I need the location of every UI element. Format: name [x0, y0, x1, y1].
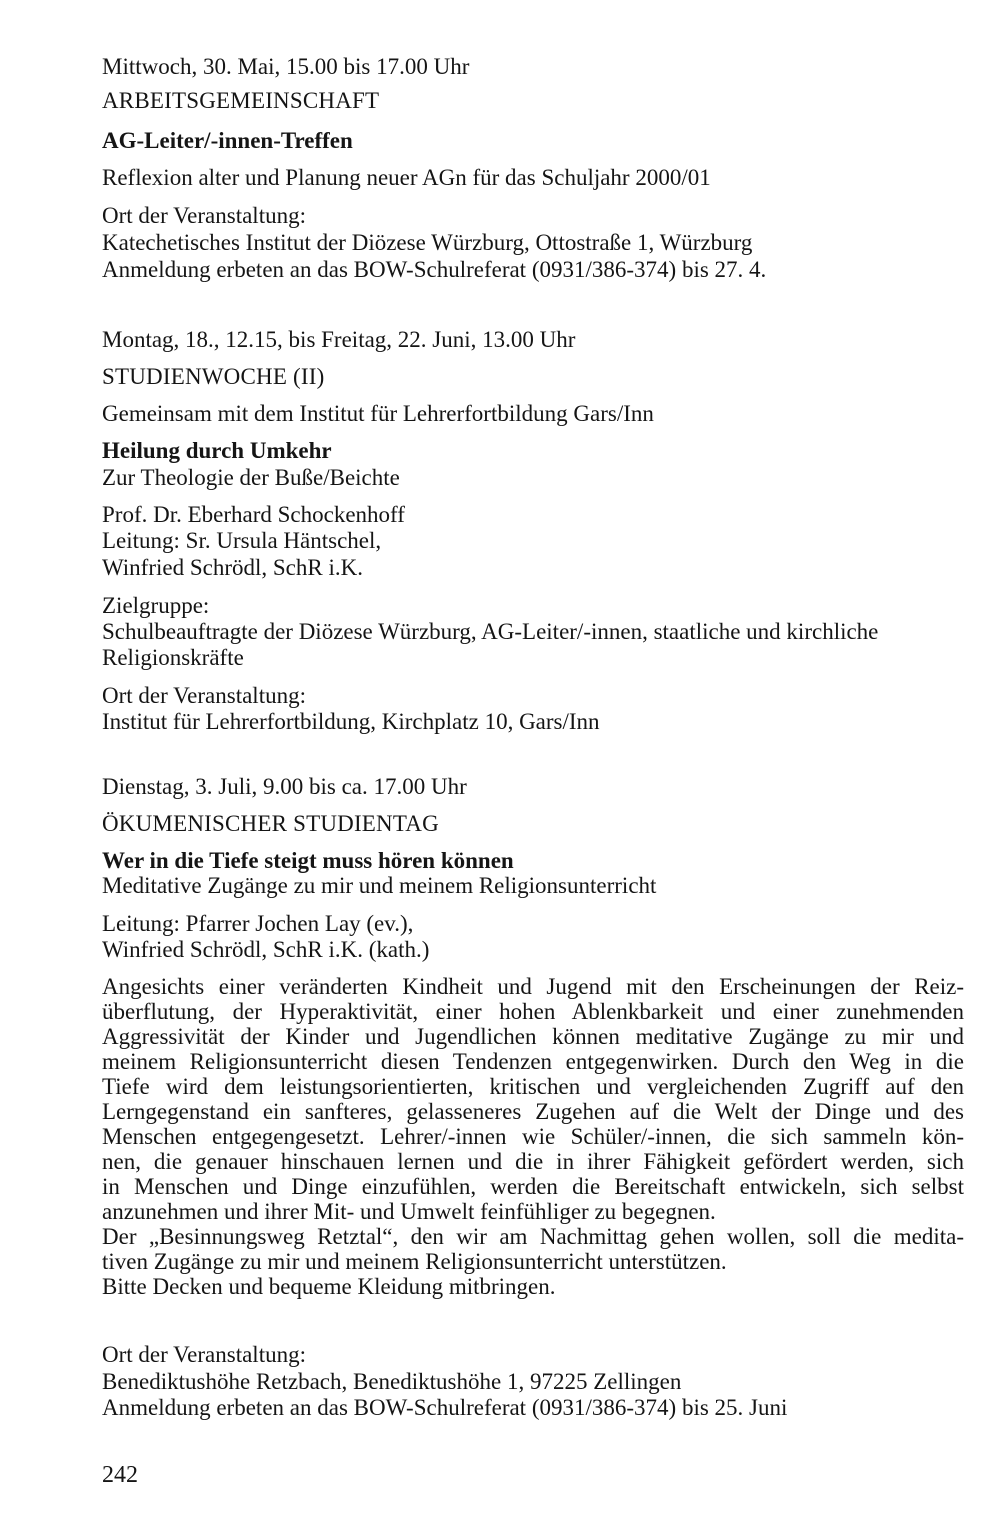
event-description: Reflexion alter und Planung neuer AGn für das Schuljahr 2000/01: [102, 165, 711, 190]
paragraph-line: Angesichts einer veränderten Kindheit und Jugend mit den Erscheinungen der Reiz-: [102, 974, 964, 999]
event-leadership: Leitung: Sr. Ursula Häntschel,: [102, 528, 382, 553]
audience-label: Zielgruppe:: [102, 593, 210, 618]
event-date: Mittwoch, 30. Mai, 15.00 bis 17.00 Uhr: [102, 54, 470, 79]
registration-note: Anmeldung erbeten an das BOW-Schulreferat (0931/386-374) bis 27. 4.: [102, 257, 767, 282]
event-body-paragraph: [102, 974, 964, 1299]
venue-label: Ort der Veranstaltung:: [102, 683, 306, 708]
audience-text-cont: Religionskräfte: [102, 645, 244, 670]
event-date: Dienstag, 3. Juli, 9.00 bis ca. 17.00 Uhr: [102, 774, 467, 799]
event-leadership-cont: Winfried Schrödl, SchR i.K. (kath.): [102, 937, 430, 962]
event-title: Wer in die Tiefe steigt muss hören können: [102, 848, 514, 873]
page-number: 242: [102, 1462, 138, 1488]
event-category: ÖKUMENISCHER STUDIENTAG: [102, 811, 439, 836]
paragraph-line: Aggressivität der Kinder und Jugendlichen können meditative Zugänge zu mir und: [102, 1024, 964, 1049]
event-category: STUDIENWOCHE (II): [102, 364, 325, 389]
event-subtitle: Meditative Zugänge zu mir und meinem Religionsunterricht: [102, 873, 657, 898]
paragraph-line: Menschen entgegengesetzt. Lehrer/-innen wie Schüler/-innen, die sich sammeln kön-: [102, 1124, 964, 1149]
paragraph-line: Tiefe wird dem leistungsorientierten, kritischen und vergleichenden Zugriff auf den: [102, 1074, 964, 1099]
paragraph-line: meinem Religionsunterricht diesen Tendenzen entgegenwirken. Durch den Weg in die: [102, 1049, 964, 1074]
event-cooperation: Gemeinsam mit dem Institut für Lehrerfortbildung Gars/Inn: [102, 401, 654, 426]
event-title: AG-Leiter/-innen-Treffen: [102, 128, 353, 153]
event-title: Heilung durch Umkehr: [102, 438, 332, 463]
event-category: ARBEITSGEMEINSCHAFT: [102, 88, 380, 113]
event-leadership: Leitung: Pfarrer Jochen Lay (ev.),: [102, 911, 414, 936]
bring-note: Bitte Decken und bequeme Kleidung mitbringen.: [102, 1274, 556, 1299]
paragraph-line: nen, die genauer hinschauen lernen und die in ihrer Fähigkeit gefördert werden, sich: [102, 1149, 964, 1174]
audience-text: Schulbeauftragte der Diözese Würzburg, AG-Leiter/-innen, staatliche und kirchliche: [102, 619, 879, 644]
venue-label: Ort der Veranstaltung:: [102, 1342, 306, 1367]
event-date: Montag, 18., 12.15, bis Freitag, 22. Juni, 13.00 Uhr: [102, 327, 576, 352]
event-speaker: Prof. Dr. Eberhard Schockenhoff: [102, 502, 405, 527]
registration-note: Anmeldung erbeten an das BOW-Schulreferat (0931/386-374) bis 25. Juni: [102, 1395, 788, 1420]
paragraph-line: Lerngegenstand ein sanfteres, gelasseneres Zugehen auf die Welt der Dinge und des: [102, 1099, 964, 1124]
paragraph-line: in Menschen und Dinge einzufühlen, werden die Bereitschaft entwickeln, sich selbst: [102, 1174, 964, 1199]
paragraph-line: Der „Besinnungsweg Retztal“, den wir am Nachmittag gehen wollen, soll die medita-: [102, 1224, 964, 1249]
event-leadership-cont: Winfried Schrödl, SchR i.K.: [102, 555, 363, 580]
venue-address: Benediktushöhe Retzbach, Benediktushöhe 1, 97225 Zellingen: [102, 1369, 682, 1394]
paragraph-line: überflutung, der Hyperaktivität, einer hohen Ablenkbarkeit und einer zunehmenden: [102, 999, 964, 1024]
venue-label: Ort der Veranstaltung:: [102, 203, 306, 228]
paragraph-line: anzunehmen und ihrer Mit- und Umwelt feinfühliger zu begegnen.: [102, 1199, 716, 1224]
paragraph-line: tiven Zugänge zu mir und meinem Religionsunterricht unterstützen.: [102, 1249, 727, 1274]
venue-address: Katechetisches Institut der Diözese Würzburg, Ottostraße 1, Würzburg: [102, 230, 753, 255]
event-subtitle: Zur Theologie der Buße/Beichte: [102, 465, 400, 490]
venue-address: Institut für Lehrerfortbildung, Kirchplatz 10, Gars/Inn: [102, 709, 600, 734]
